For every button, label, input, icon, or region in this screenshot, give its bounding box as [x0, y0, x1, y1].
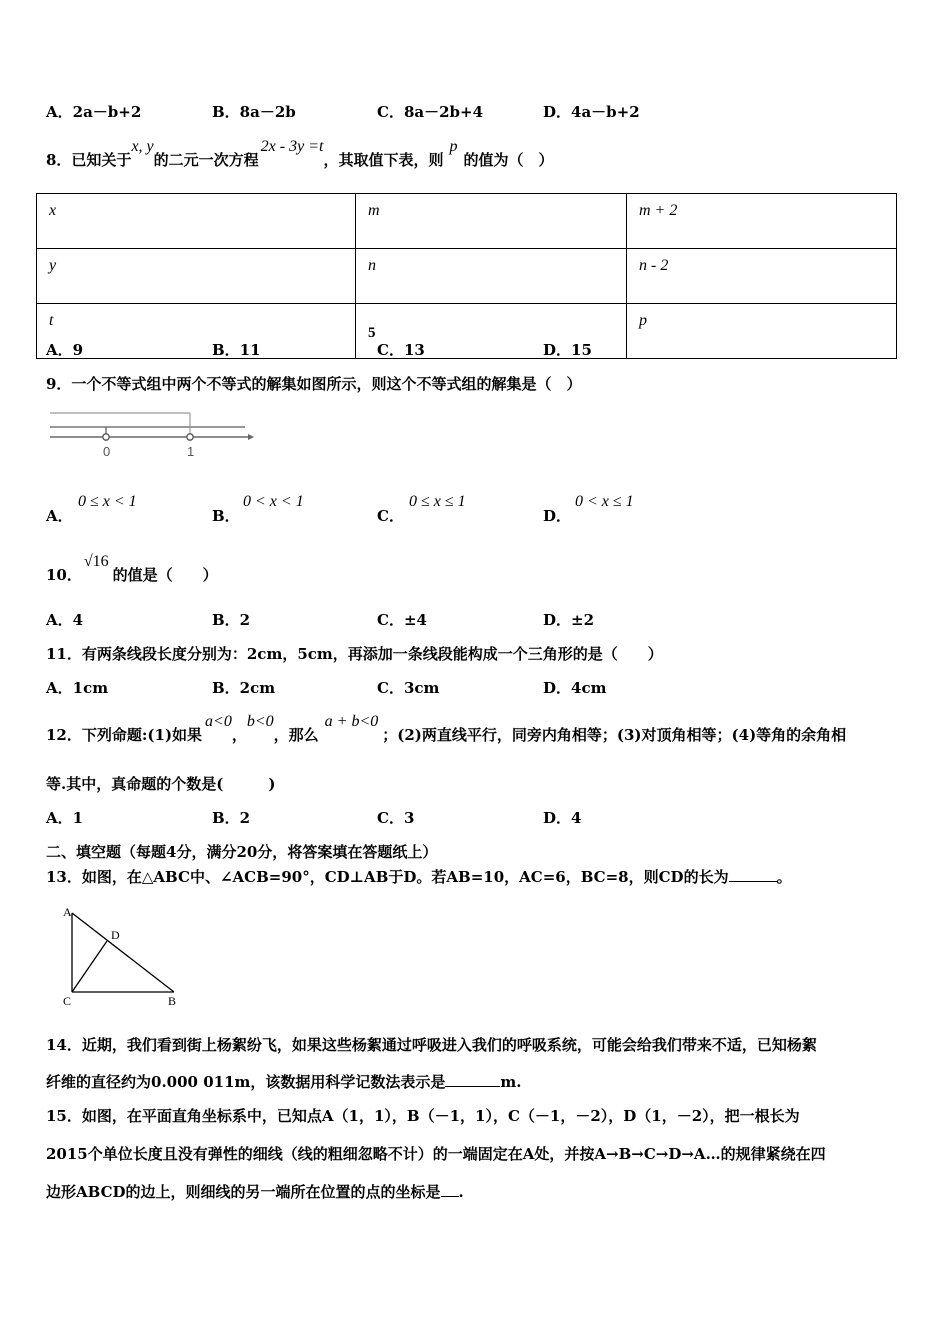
q8-text-2: ，其取值下表，则: [323, 151, 444, 169]
q9-option-a-math: 0 ≤ x < 1: [78, 493, 137, 510]
q15-answer-blank: [441, 1196, 459, 1197]
q10-text: 的值是（ ）: [112, 566, 218, 584]
q8-option-b: B．11: [212, 341, 261, 359]
q10-option-b: B．2: [212, 611, 251, 629]
q12-option-a: A．1: [46, 809, 84, 827]
table-row: [37, 194, 897, 249]
q12-comma: ，: [231, 726, 247, 744]
q9-axis-label-1: 1: [187, 444, 195, 459]
q8-option-d: D．15: [543, 341, 592, 359]
table-cell: n: [356, 249, 627, 304]
q9-axis-label-0: 0: [103, 444, 111, 459]
q9-option-b-label: B．: [212, 507, 240, 525]
q15-text: 边形ABCD的边上，则细线的另一端所在位置的点的坐标是: [46, 1183, 441, 1201]
q12-option-d: D．4: [543, 809, 582, 827]
q13-label-b: B: [168, 994, 177, 1008]
q8-var-p: p: [449, 138, 458, 155]
table-row: [37, 304, 897, 359]
q11-option-c: C．3cm: [377, 679, 440, 697]
q13-end: 。: [776, 868, 792, 886]
q9-question: 9．一个不等式组中两个不等式的解集如图所示，则这个不等式组的解集是（ ）: [46, 375, 582, 393]
table-cell: y: [37, 249, 356, 304]
q13-segment-cd: [72, 941, 107, 992]
table-row: [37, 249, 897, 304]
q9-option-d-math: 0 < x ≤ 1: [575, 493, 634, 510]
q13-triangle-figure: [60, 905, 190, 1010]
q12-question: [46, 713, 847, 746]
q8-option-a: A．9: [46, 341, 84, 359]
q12-number: 12．下列命题:(1)如果: [46, 726, 203, 744]
q12-math-2: b<0: [246, 713, 274, 730]
q12-text-2: ，那么: [273, 726, 319, 744]
q15-end: .: [458, 1183, 464, 1201]
q11-option-a: A．1cm: [46, 679, 109, 697]
q15-line-3: [46, 1182, 464, 1202]
q12-option-c: C．3: [377, 809, 415, 827]
q8-var-xy: x, y: [131, 138, 154, 155]
q7-option-a: A．2a－b+2: [46, 103, 142, 121]
q14-line-1: 14．近期，我们看到街上杨絮纷飞，如果这些杨絮通过呼吸进入我们的呼吸系统，可能会给我们带来不适，已知杨絮: [46, 1036, 817, 1054]
q10-option-a: A．4: [46, 611, 84, 629]
q7-option-d: D．4a－b+2: [543, 103, 640, 121]
q11-question: 11．有两条线段长度分别为：2cm，5cm，再添加一条线段能构成一个三角形的是（ ）: [46, 645, 663, 663]
q15-line-1: 15．如图，在平面直角坐标系中，已知点A（1，1），B（－1，1），C（－1，－2），D（1，－2），把一根长为: [46, 1107, 800, 1125]
axis-arrow-icon: [248, 434, 254, 440]
q8-number: 8．已知关于: [46, 151, 132, 169]
q9-number-line: [50, 410, 260, 462]
section-heading: 二、填空题（每题4分，满分20分，将答案填在答题纸上）: [46, 843, 438, 861]
q13-side-ab: [72, 913, 174, 992]
q8-value-table: [36, 193, 897, 359]
table-cell: m + 2: [627, 194, 897, 249]
q12-option-b: B．2: [212, 809, 251, 827]
q10-question: [46, 553, 218, 586]
q14-answer-blank: [445, 1086, 500, 1087]
q12-math-1: a<0: [205, 713, 232, 730]
q12-math-3: a + b<0: [324, 713, 379, 730]
q15-line-2: 2015个单位长度且没有弹性的细线（线的粗细忽略不计）的一端固定在A处，并按A→B→C→D→A…的规律紧绕在四: [46, 1145, 826, 1163]
q13-label-c: C: [63, 994, 72, 1008]
q12-text-3: ；(2)两直线平行，同旁内角相等；(3)对顶角相等；(4)等角的余角相: [382, 726, 847, 744]
q14-unit: m.: [500, 1073, 522, 1091]
table-cell: m: [356, 194, 627, 249]
q8-equation: 2x - 3y =t: [260, 138, 324, 155]
q13-answer-blank: [729, 881, 777, 882]
q14-text: 纤维的直径约为0.000 011m，该数据用科学记数法表示是: [46, 1073, 446, 1091]
q9-open-point-1: [187, 434, 193, 440]
q8-text-3: 的值为（ ）: [463, 151, 554, 169]
q8-question: [46, 138, 554, 171]
q9-option-d-label: D．: [543, 507, 572, 525]
q9-option-c-math: 0 ≤ x ≤ 1: [409, 493, 466, 510]
q9-option-c-label: C．: [377, 507, 404, 525]
q9-option-a-label: A．: [46, 507, 73, 525]
q10-option-c: C．±4: [377, 611, 427, 629]
q7-option-b: B．8a－2b: [212, 103, 296, 121]
q9-option-b-math: 0 < x < 1: [243, 493, 304, 510]
q8-option-c: C．13: [377, 341, 425, 359]
q13-text: 13．如图，在△ABC中、∠ACB=90°，CD⊥AB于D。若AB=10，AC=6，BC=8，则CD的长为: [46, 868, 729, 886]
table-cell: p: [627, 304, 897, 359]
q7-option-c: C．8a－2b+4: [377, 103, 484, 121]
q13-label-a: A: [63, 905, 72, 919]
q13-question: [46, 867, 792, 887]
q10-radical: √16: [83, 553, 109, 570]
table-cell: 5: [356, 304, 627, 359]
q9-open-point-0: [103, 434, 109, 440]
q10-option-d: D．±2: [543, 611, 595, 629]
q10-number: 10．: [46, 566, 82, 584]
q11-option-b: B．2cm: [212, 679, 276, 697]
table-cell: x: [37, 194, 356, 249]
q12-line-2: 等.其中，真命题的个数是( ): [46, 775, 276, 793]
q11-option-d: D．4cm: [543, 679, 607, 697]
q13-label-d: D: [111, 928, 120, 942]
q8-text-1: 的二元一次方程: [153, 151, 259, 169]
table-cell: t: [37, 304, 356, 359]
q14-line-2: [46, 1072, 521, 1092]
table-cell: n - 2: [627, 249, 897, 304]
